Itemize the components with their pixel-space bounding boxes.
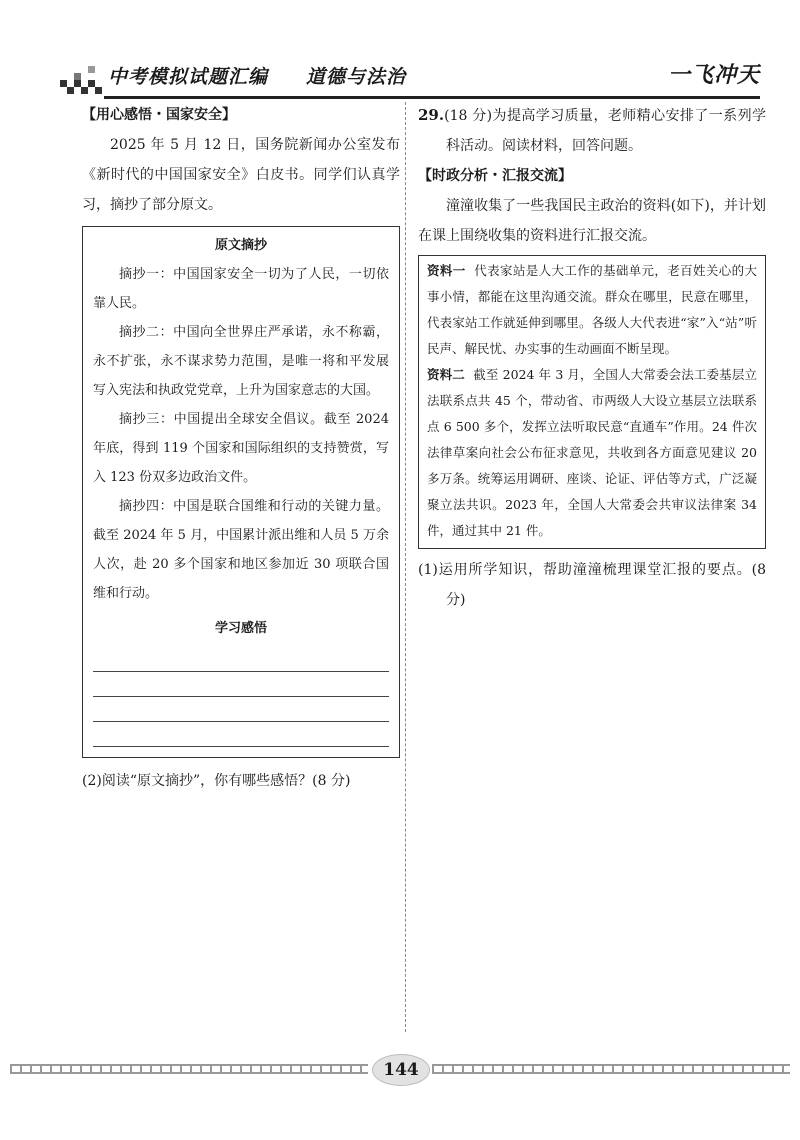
book-title: 中考模拟试题汇编 [108,66,269,88]
reflection-title: 学习感悟 [214,621,267,636]
answer-line[interactable] [93,722,389,747]
excerpt-item: 摘抄二：中国向全世界庄严承诺，永不称霸，永不扩张，永不谋求势力范围，是唯一将和平发展写入宪法和执政党党章，上升为国家意志的大国。 [93,325,389,398]
material-1 [427,258,757,362]
brand-logo: 一飞冲天 [667,62,760,88]
header-rule [104,96,760,99]
material-text: 截至 2024 年 3 月，全国人大常委会法工委基层立法联系点共 45 个，带动省、市两级人大设立基层立法联系点 6 500 多个，发挥立法听取民意“直通车”作用。24 件次法律草案向社会公布征求意见，共收到各方面意见建议 20 多万条。统筹运用调研、座谈、论证、评估等方式，广泛凝聚立法共识。2023 年，全国人大常委会共审议法律案 34 件，通过其中 21 件。 [427,367,757,538]
answer-line[interactable] [93,697,389,722]
material-label: 资料一 [427,263,466,278]
answer-lines[interactable] [93,647,389,747]
page-footer [0,1054,800,1084]
answer-line[interactable] [93,672,389,697]
subject-title: 道德与法治 [306,66,407,88]
excerpt-item: 摘抄一：中国国家安全一切为了人民，一切依靠人民。 [93,267,389,311]
section-tag-current-affairs: 【时政分析・汇报交流】 [418,168,572,184]
excerpt-box [82,226,400,758]
left-column [82,100,400,796]
column-divider [405,102,406,1032]
material-label: 资料二 [427,367,465,382]
question-1: (1)运用所学知识，帮助潼潼梳理课堂汇报的要点。(8 分) [418,562,766,608]
checker-logo-icon [60,64,104,94]
material-text: 代表家站是人大工作的基础单元，老百姓关心的大事小情，都能在这里沟通交流。群众在哪里，民意在哪里，代表家站工作就延伸到哪里。各级人大代表进“家”入“站”听民声、解民忧、办实事的生动画面不断呈现。 [427,263,757,356]
excerpt-item: 摘抄四：中国是联合国维和行动的关键力量。截至 2024 年 5 月，中国累计派出维和人员 5 万余人次，赴 20 多个国家和地区参加近 30 项联合国维和行动。 [93,499,389,601]
footer-ornament [10,1064,368,1074]
section-tag-national-security: 【用心感悟・国家安全】 [82,107,236,123]
intro-paragraph: 2025 年 5 月 12 日，国务院新闻办公室发布《新时代的中国国家安全》白皮书。同学们认真学习，摘抄了部分原文。 [82,137,400,213]
excerpt-box-title: 原文摘抄 [214,238,267,253]
material-2 [427,362,757,544]
question-stem: (18 分)为提高学习质量，老师精心安排了一系列学科活动。阅读材料，回答问题。 [444,108,766,154]
question-number: 29. [418,106,445,124]
page-number: 144 [372,1054,430,1086]
question-29 [418,100,766,161]
question-2: (2)阅读“原文摘抄”，你有哪些感悟？(8 分) [82,773,351,789]
intro-paragraph: 潼潼收集了一些我国民主政治的资料(如下)，并计划在课上围绕收集的资料进行汇报交流。 [418,198,766,244]
page-header [60,56,760,100]
excerpt-item: 摘抄三：中国提出全球安全倡议。截至 2024 年底，得到 119 个国家和国际组织的支持赞赏，写入 123 份双多边政治文件。 [93,412,389,485]
footer-ornament [432,1064,790,1074]
right-column [418,100,766,615]
materials-box [418,255,766,549]
answer-line[interactable] [93,647,389,672]
